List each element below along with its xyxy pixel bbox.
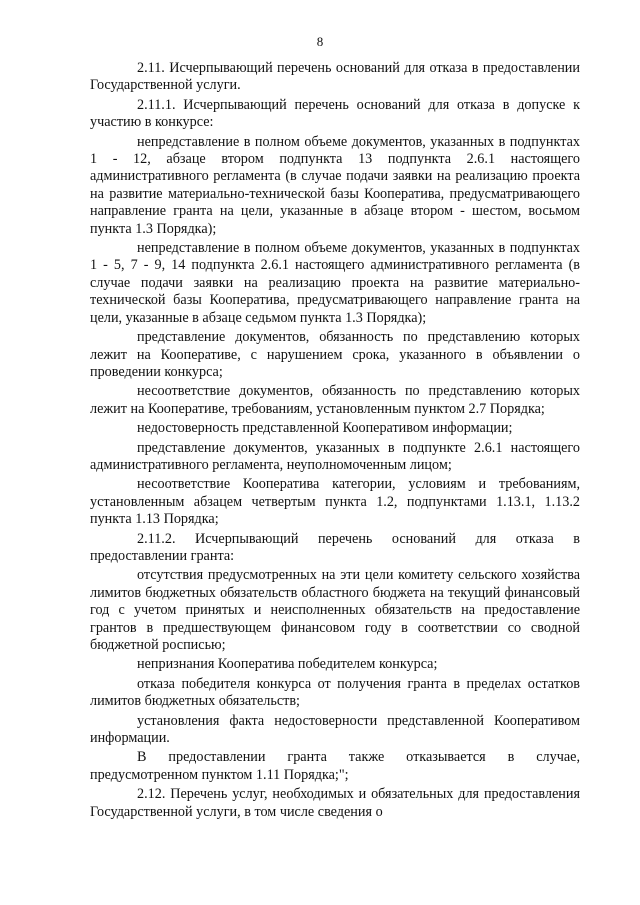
list-item: представление документов, указанных в подпункте 2.6.1 настоящего административного регламента, неуполномоченным лицом; [90,439,580,473]
page-number: 8 [316,34,324,49]
section-2-12-heading: 2.12. Перечень услуг, необходимых и обязательных для предоставления Государственной услуги, в том числе сведения о [90,786,580,820]
list-item: непредставление в полном объеме документов, указанных в подпунктах 1 - 12, абзаце втором подпункта 13 подпункта 2.6.1 настоящего административного регламента (в случае подачи заявки на реализацию проекта на развитие материально-технической базы Кооператива, предусматривающего направление гранта на цели, указанные в абзаце втором - шестом, восьмом пункта 1.3 Порядка); [90,133,580,237]
closing-paragraph: В предоставлении гранта также отказывается в случае, предусмотренном пунктом 1.11 Порядка;"; [90,749,580,783]
document-body [90,60,580,823]
list-item: представление документов, обязанность по представлению которых лежит на Кооперативе, с нарушением срока, указанного в объявлении о проведении конкурса; [90,329,580,380]
list-item: непризнания Кооператива победителем конкурса; [137,656,438,673]
section-2-11-2-heading: 2.11.2. Исчерпывающий перечень оснований для отказа в предоставлении гранта: [90,530,580,564]
list-item: несоответствие Кооператива категории, условиям и требованиям, установленным абзацем четвертым пункта 1.2, подпунктами 1.13.1, 1.13.2 пункта 1.13 Порядка; [90,476,580,528]
section-2-11-heading: 2.11. Исчерпывающий перечень оснований для отказа в предоставлении Государственной услуги. [90,60,580,94]
list-item: установления факта недостоверности представленной Кооперативом информации. [90,712,580,747]
list-item: отказа победителя конкурса от получения гранта в пределах остатков лимитов бюджетных обязательств; [90,675,580,710]
list-item: непредставление в полном объеме документов, указанных в подпунктах 1 - 5, 7 - 9, 14 подпункта 2.6.1 настоящего административного регламента (в случае подачи заявки на реализацию проекта на развитие материально-технической базы Кооператива, предусматривающего направление гранта на цели, указанные в абзаце седьмом пункта 1.3 Порядка); [90,240,580,326]
list-item: несоответствие документов, обязанность по представлению которых лежит на Кооперативе, требованиям, установленным пунктом 2.7 Порядка; [90,383,580,417]
list-item: недостоверность представленной Кооперативом информации; [137,420,513,437]
section-2-11-1-heading: 2.11.1. Исчерпывающий перечень оснований для отказа в допуске к участию в конкурсе: [90,96,580,131]
list-item: отсутствия предусмотренных на эти цели комитету сельского хозяйства лимитов бюджетных обязательств областного бюджета на текущий финансовый год с учетом принятых и неисполненных обязательств на предоставление грантов в предшествующем финансовом году в соответствии со сводной бюджетной росписью; [90,567,580,653]
